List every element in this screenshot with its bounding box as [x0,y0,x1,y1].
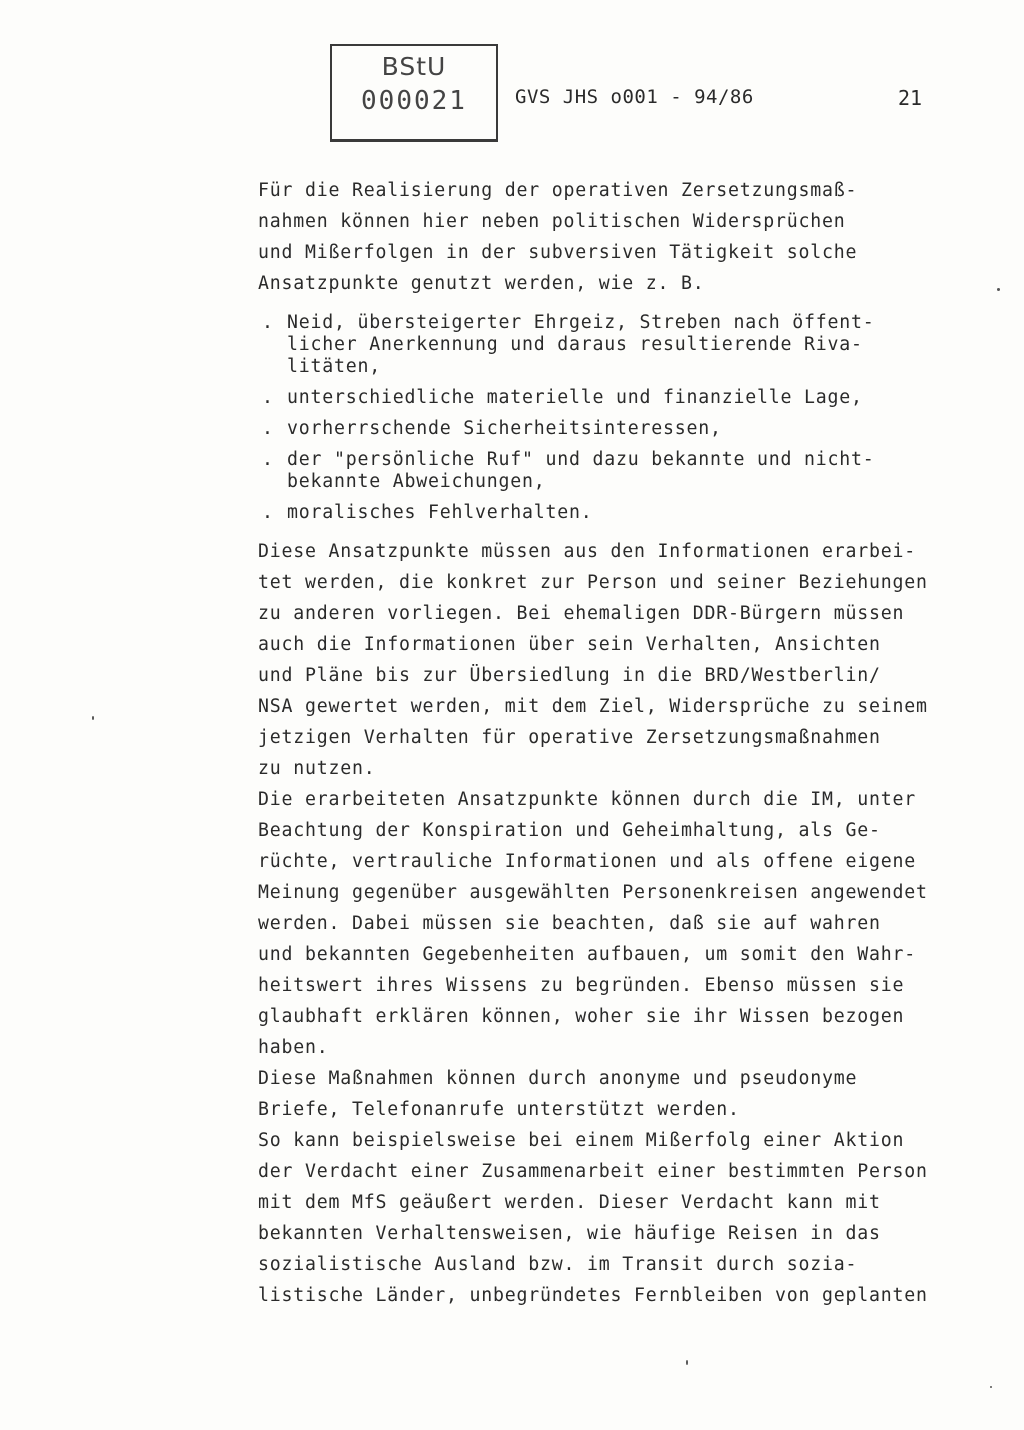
page-number: 21 [898,86,923,110]
list-item [262,312,952,378]
text-line: zu anderen vorliegen. Bei ehemaligen DDR-Bürgern müssen [258,603,905,624]
text-line: Ansatzpunkte genutzt werden, wie z. B. [258,273,705,294]
list-item [262,449,952,493]
text-line: So kann beispielsweise bei einem Mißerfolg einer Aktion [258,1130,905,1151]
text-line: unterschiedliche materielle und finanzielle Lage, [287,387,863,408]
text-line: Neid, übersteigerter Ehrgeiz, Streben nach öffent- [287,312,875,333]
text-line: vorherrschende Sicherheitsinteressen, [287,418,722,439]
text-line: rüchte, vertrauliche Informationen und als offene eigene [258,851,916,872]
intro-paragraph [258,175,978,299]
bullet-marker: . [262,312,274,333]
text-line: bekannten Verhaltensweisen, wie häufige Reisen in das [258,1223,881,1244]
scan-speck [997,288,1000,291]
text-line: heitswert ihres Wissens zu begründen. Ebenso müssen sie [258,975,905,996]
text-line: Briefe, Telefonanrufe unterstützt werden. [258,1099,740,1120]
text-line: auch die Informationen über sein Verhalten, Ansichten [258,634,881,655]
text-line: bekannte Abweichungen, [287,471,546,492]
text-line: der "persönliche Ruf" und dazu bekannte und nicht- [287,449,875,470]
list-item [262,418,952,440]
document-reference: GVS JHS o001 - 94/86 [515,86,754,108]
text-line: listische Länder, unbegründetes Fernbleiben von geplanten [258,1285,928,1306]
text-line: haben. [258,1037,329,1058]
text-line: tet werden, die konkret zur Person und seiner Beziehungen [258,572,928,593]
text-line: sozialistische Ausland bzw. im Transit durch sozia- [258,1254,858,1275]
text-line: mit dem MfS geäußert werden. Dieser Verdacht kann mit [258,1192,881,1213]
text-line: und Pläne bis zur Übersiedlung in die BRD/Westberlin/ [258,665,881,686]
bullet-marker: . [262,449,274,470]
text-line: litäten, [287,356,381,377]
scan-speck [990,1386,992,1388]
bullet-marker: . [262,418,274,439]
text-line: moralisches Fehlverhalten. [287,502,593,523]
text-line: licher Anerkennung und daraus resultierende Riva- [287,334,863,355]
bullet-list [262,312,952,533]
scan-speck [686,1360,688,1365]
archive-stamp [330,44,498,142]
text-line: Meinung gegenüber ausgewählten Personenkreisen angewendet [258,882,928,903]
text-line: NSA gewertet werden, mit dem Ziel, Widersprüche zu seinem [258,696,928,717]
stamp-number: 000021 [361,86,467,116]
stamp-agency: BStU [381,52,447,81]
text-line: Diese Maßnahmen können durch anonyme und pseudonyme [258,1068,858,1089]
bullet-marker: . [262,502,274,523]
text-line: Beachtung der Konspiration und Geheimhaltung, als Ge- [258,820,881,841]
text-line: und Mißerfolgen in der subversiven Tätigkeit solche [258,242,858,263]
text-line: Diese Ansatzpunkte müssen aus den Informationen erarbei- [258,541,916,562]
text-line: und bekannten Gegebenheiten aufbauen, um somit den Wahr- [258,944,916,965]
list-item [262,502,952,524]
text-line: jetzigen Verhalten für operative Zersetzungsmaßnahmen [258,727,881,748]
body-paragraphs [258,536,978,1311]
text-line: der Verdacht einer Zusammenarbeit einer bestimmten Person [258,1161,928,1182]
text-line: glaubhaft erklären können, woher sie ihr Wissen bezogen [258,1006,905,1027]
bullet-marker: . [262,387,274,408]
text-line: zu nutzen. [258,758,376,779]
list-item [262,387,952,409]
text-line: werden. Dabei müssen sie beachten, daß sie auf wahren [258,913,881,934]
text-line: Für die Realisierung der operativen Zersetzungsmaß- [258,180,858,201]
text-line: Die erarbeiteten Ansatzpunkte können durch die IM, unter [258,789,916,810]
text-line: nahmen können hier neben politischen Widersprüchen [258,211,846,232]
scan-speck [92,716,94,720]
